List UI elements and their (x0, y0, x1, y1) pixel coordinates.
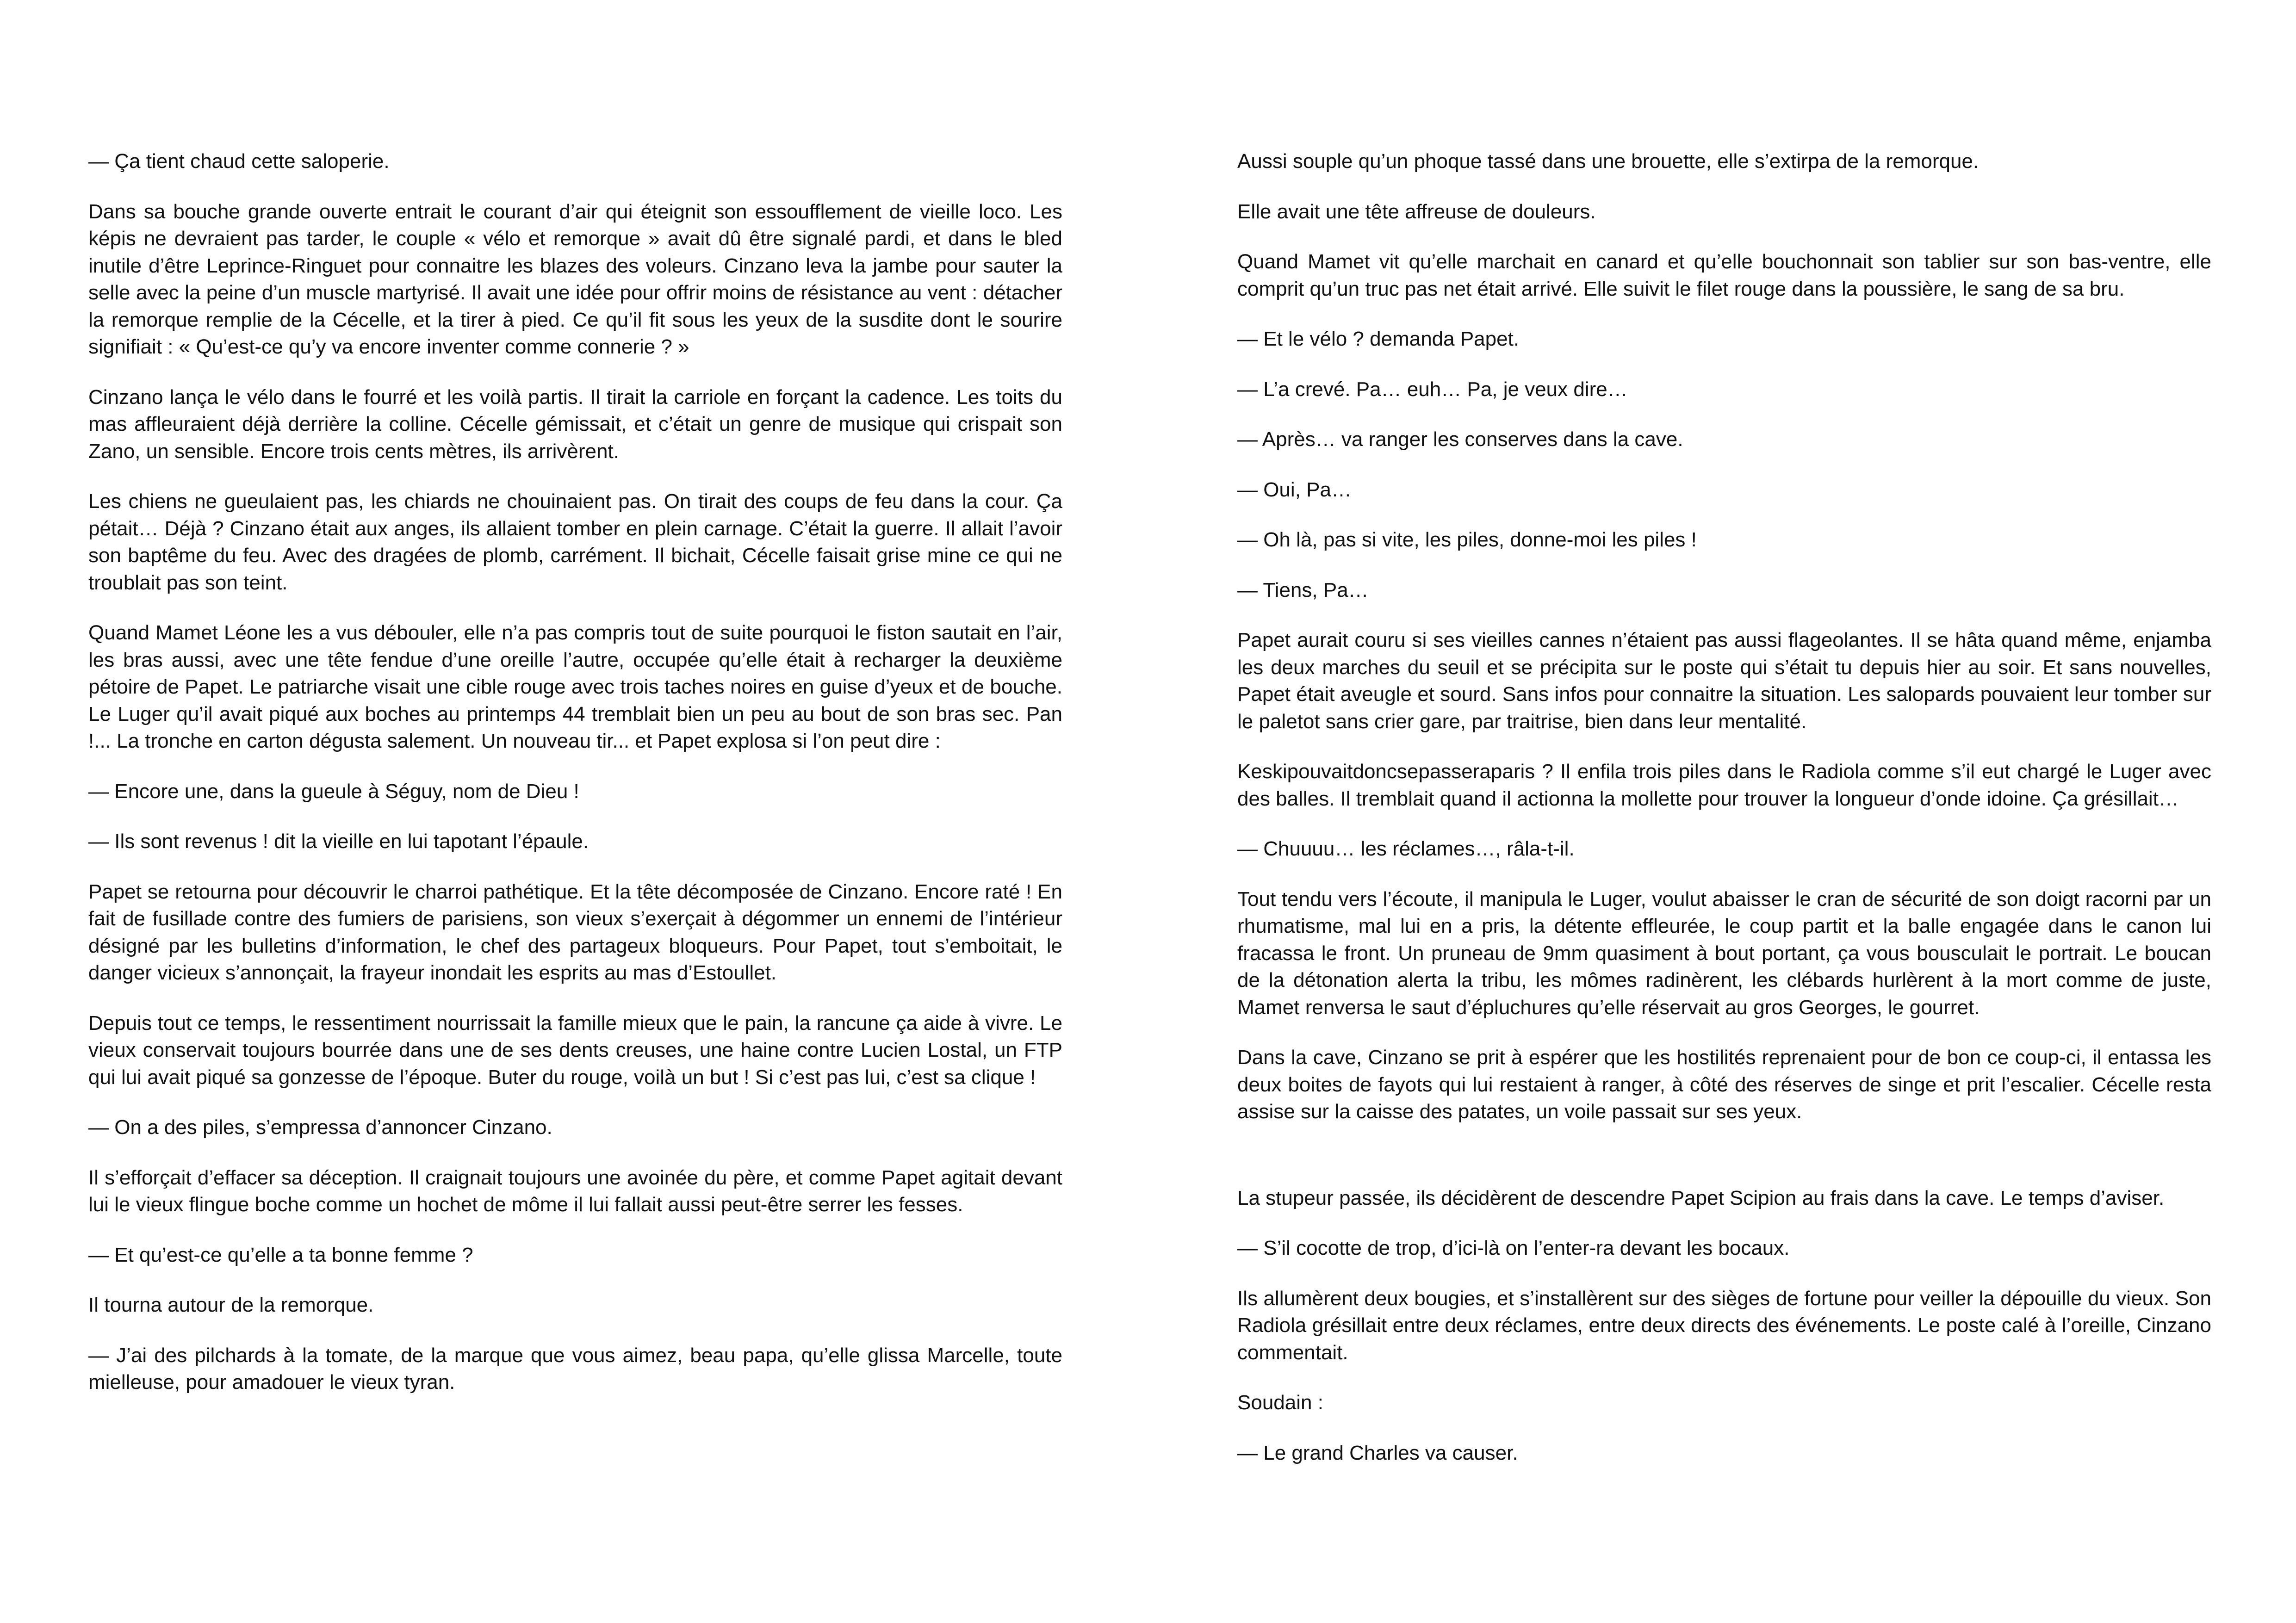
paragraph: Tout tendu vers l’écoute, il manipula le Luger, voulut abaisser le cran de sécurité de son doigt racorni par un rhumatisme, mal lui en a pris, la détente effleurée, le coup partit et la balle engagée dans le canon lui fracassa le front. Un pruneau de 9mm quasiment à bout portant, ça vous bousculait le portrait. Le boucan de la détonation alerta la tribu, les mômes radinèrent, les clébards hurlèrent à la mort comme de juste, Mamet renversa le saut d’épluchures qu’elle réservait au gros Georges, le gourret. (1237, 887, 2211, 1019)
paragraph: — Après… va ranger les conserves dans la cave. (1237, 428, 1683, 451)
paragraph: Elle avait une tête affreuse de douleurs. (1237, 200, 1596, 223)
paragraph: Cinzano lança le vélo dans le fourré et les voilà partis. Il tirait la carriole en forçant la cadence. Les toits du mas affleuraient déjà derrière la colline. Cécelle gémissait, et c’était un genre de musique qui crispait son Zano, un sensible. Encore trois cents mètres, ils arrivèrent. (88, 385, 1062, 463)
paragraph: — S’il cocotte de trop, d’ici-là on l’enter-ra devant les bocaux. (1237, 1237, 1790, 1259)
right-page-text (1237, 148, 2211, 1490)
paragraph: — On a des piles, s’empressa d’annoncer Cinzano. (88, 1116, 552, 1139)
paragraph: — Chuuuu… les réclames…, râla-t-il. (1237, 837, 1575, 860)
paragraph: — Ils sont revenus ! dit la vieille en lui tapotant l’épaule. (88, 830, 589, 853)
right-page (1148, 0, 2296, 1623)
paragraph: Papet aurait couru si ses vieilles cannes n’étaient pas aussi flageolantes. Il se hâta quand même, enjamba les deux marches du seuil et se précipita sur le poste qui s’était tu depuis hier au soir. Et sans nouvelles, Papet était aveugle et sourd. Sans infos pour connaitre la situation. Les salopards pouvaient leur tomber sur le paletot sans crier gare, par traitrise, bien dans leur mentalité. (1237, 629, 2211, 733)
paragraph: Il tourna autour de la remorque. (88, 1294, 374, 1316)
paragraph: — Ça tient chaud cette saloperie. (88, 150, 390, 173)
paragraph: La stupeur passée, ils décidèrent de descendre Papet Scipion au frais dans la cave. Le temps d’aviser. (1237, 1186, 2165, 1209)
paragraph: — J’ai des pilchards à la tomate, de la marque que vous aimez, beau papa, qu’elle glissa Marcelle, toute mielleuse, pour amadouer le vieux tyran. (88, 1344, 1062, 1394)
paragraph: Dans sa bouche grande ouverte entrait le courant d’air qui éteignit son essoufflement de vieille loco. Les képis ne devraient pas tarder, le couple « vélo et remorque » avait dû être signalé pardi, et dans le bled inutile d’être Leprince-Ringuet pour connaitre les blazes des voleurs. Cinzano leva la jambe pour sauter la selle avec la peine d’un muscle martyrisé. Il avait une idée pour offrir moins de résistance au vent : détacher la remorque remplie de la Cécelle, et la tirer à pied. Ce qu’il fit sous les yeux de la susdite dont le sourire signifiait : « Qu’est-ce qu’y va encore inventer comme connerie ? » (88, 200, 1062, 358)
paragraph: — Et le vélo ? demanda Papet. (1237, 328, 1520, 350)
paragraph: — L’a crevé. Pa… euh… Pa, je veux dire… (1237, 378, 1628, 401)
paragraph: Dans la cave, Cinzano se prit à espérer que les hostilités reprenaient pour de bon ce coup-ci, il entassa les deux boites de fayots qui lui restaient à ranger, à côté des réserves de singe et prit l’escalier. Cécelle resta assise sur la caisse des patates, un voile passait sur ses yeux. (1237, 1046, 2211, 1123)
paragraph: — Et qu’est-ce qu’elle a ta bonne femme ? (88, 1243, 473, 1266)
paragraph: — Oh là, pas si vite, les piles, donne-moi les piles ! (1237, 528, 1697, 551)
paragraph: Keskipouvaitdoncsepasseraparis ? Il enfila trois piles dans le Radiola comme s’il eut chargé le Luger avec des balles. Il tremblait quand il actionna la mollette pour trouver la longueur d’onde idoine. Ça grésillait… (1237, 760, 2211, 810)
paragraph: Papet se retourna pour découvrir le charroi pathétique. Et la tête décomposée de Cinzano. Encore raté ! En fait de fusillade contre des fumiers de parisiens, son vieux s’exerçait à dégommer un ennemi de l’intérieur désigné par les bulletins d’information, le chef des partageux bloqueurs. Pour Papet, tout s’emboitait, le danger vicieux s’annonçait, la frayeur inondait les esprits au mas d’Estoullet. (88, 880, 1062, 984)
paragraph: Depuis tout ce temps, le ressentiment nourrissait la famille mieux que le pain, la rancune ça aide à vivre. Le vieux conservait toujours bourrée dans une de ses dents creuses, une haine contre Lucien Lostal, un FTP qui lui avait piqué sa gonzesse de l’époque. Buter du rouge, voilà un but ! Si c’est pas lui, c’est sa clique ! (88, 1011, 1062, 1089)
paragraph: Les chiens ne gueulaient pas, les chiards ne chouinaient pas. On tirait des coups de feu dans la cour. Ça pétait… Déjà ? Cinzano était aux anges, ils allaient tomber en plein carnage. C’était la guerre. Il allait l’avoir son baptême du feu. Avec des dragées de plomb, carrément. Il bichait, Cécelle faisait grise mine ce qui ne troublait pas son teint. (88, 490, 1062, 594)
paragraph: — Encore une, dans la gueule à Séguy, nom de Dieu ! (88, 780, 579, 803)
paragraph: — Le grand Charles va causer. (1237, 1441, 1518, 1464)
paragraph: — Oui, Pa… (1237, 478, 1352, 501)
paragraph: — Tiens, Pa… (1237, 578, 1369, 601)
paragraph: Quand Mamet Léone les a vus débouler, elle n’a pas compris tout de suite pourquoi le fiston sautait en l’air, les bras aussi, avec une tête fendue d’une oreille l’autre, occupée qu’elle était à recharger la deuxième pétoire de Papet. Le patriarche visait une cible rouge avec trois taches noires en guise d’yeux et de bouche. Le Luger qu’il avait piqué aux boches au printemps 44 tremblait bien un peu au bout de son bras sec. Pan !... La tronche en carton dégusta salement. Un nouveau tir... et Papet explosa si l’on peut dire : (88, 621, 1062, 752)
paragraph: Il s’efforçait d’effacer sa déception. Il craignait toujours une avoinée du père, et comme Papet agitait devant lui le vieux flingue boche comme un hochet de môme il lui fallait aussi peut-être serrer les fesses. (88, 1166, 1062, 1216)
left-page-text (88, 148, 1062, 1419)
paragraph: Soudain : (1237, 1391, 1323, 1414)
paragraph: Ils allumèrent deux bougies, et s’installèrent sur des sièges de fortune pour veiller la dépouille du vieux. Son Radiola grésillait entre deux réclames, entre deux directs des événements. Le poste calé à l’oreille, Cinzano commentait. (1237, 1287, 2211, 1364)
paragraph: Aussi souple qu’un phoque tassé dans une brouette, elle s’extirpa de la remorque. (1237, 150, 1979, 173)
paragraph: Quand Mamet vit qu’elle marchait en canard et qu’elle bouchonnait son tablier sur son bas-ventre, elle comprit qu’un truc pas net était arrivé. Elle suivit le filet rouge dans la poussière, le sang de sa bru. (1237, 250, 2211, 300)
